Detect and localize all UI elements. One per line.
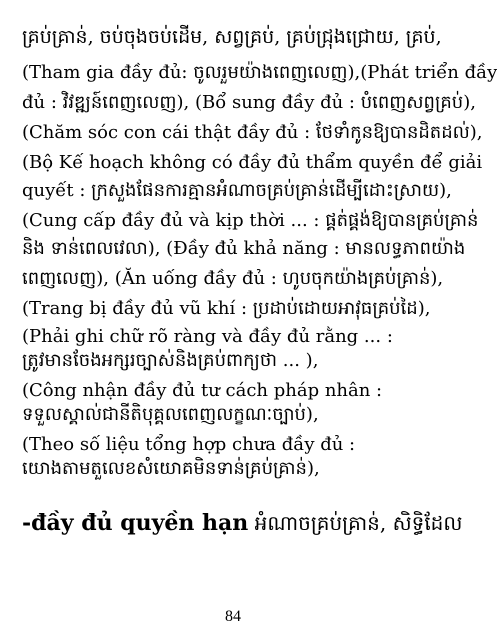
text-line-3: đủ : វិវឌ្ឍន៍ពេញលេញ), (Bổ sung đầy đủ : បំពេញសព្វគ្រប់), [22, 92, 476, 113]
text-line-13: (Công nhận đầy đủ tư cách pháp nhân : [22, 380, 383, 401]
text-line-12: ត្រូវមានចែងអក្សរច្បាស់និងគ្រប់ពាក្យថា ... ), [22, 350, 319, 371]
text-line-4: (Chăm sóc con cái thật đầy đủ : ថែទាំកូនឱ្យបានដិតដល់), [22, 122, 483, 143]
text-line-2: (Tham gia đầy đủ: ចូលរួមយ៉ាងពេញលេញ),(Phát triển đầy [22, 62, 497, 83]
text-line-7: (Cung cấp đầy đủ và kịp thời ... : ផ្គត់ផ្គង់ឱ្យបានគ្រប់គ្រាន់ [22, 210, 479, 231]
text-line-11: (Phải ghi chữ rõ ràng và đầy đủ rằng ... : [22, 326, 393, 347]
text-line-5: (Bộ Kế hoạch không có đầy đủ thẩm quyền để giải [22, 152, 483, 173]
entry-term: -đầy đủ quyền hạn [22, 510, 249, 536]
text-line-1: គ្រប់គ្រាន់, ចប់ចុងចប់ដើម, សព្វគ្រប់, គ្រប់ជ្រុងជ្រោយ, គ្រប់, [22, 26, 442, 48]
page-number: 84 [225, 608, 241, 625]
text-line-8: និង ទាន់ពេលវេលា), (Đầy đủ khả năng : មានលទ្ធភាពយ៉ាង [22, 238, 466, 259]
text-line-16: យោងតាមតួលេខសំយោគមិនទាន់គ្រប់គ្រាន់), [22, 458, 320, 479]
text-line-15: (Theo số liệu tổng hợp chưa đầy đủ : [22, 434, 356, 455]
entry-line [22, 510, 463, 542]
text-line-9: ពេញលេញ), (Ăn uống đầy đủ : ហូបចុកយ៉ាងគ្រប់គ្រាន់), [22, 268, 444, 289]
entry-definition: អំណាចគ្រប់គ្រាន់, សិទ្ធិដែល [254, 511, 463, 535]
text-line-10: (Trang bị đầy đủ vũ khí : ប្រដាប់ដោយអាវុធគ្រប់ដៃ), [22, 298, 431, 319]
text-line-14: ទទួលស្គាល់ជានីតិបុគ្គលពេញលក្ខណៈច្បាប់), [22, 404, 319, 425]
text-line-6: quyết : ក្រសួងផែនការគ្មានអំណាចគ្រប់គ្រាន់ដើម្បីដោះស្រាយ), [22, 180, 452, 201]
